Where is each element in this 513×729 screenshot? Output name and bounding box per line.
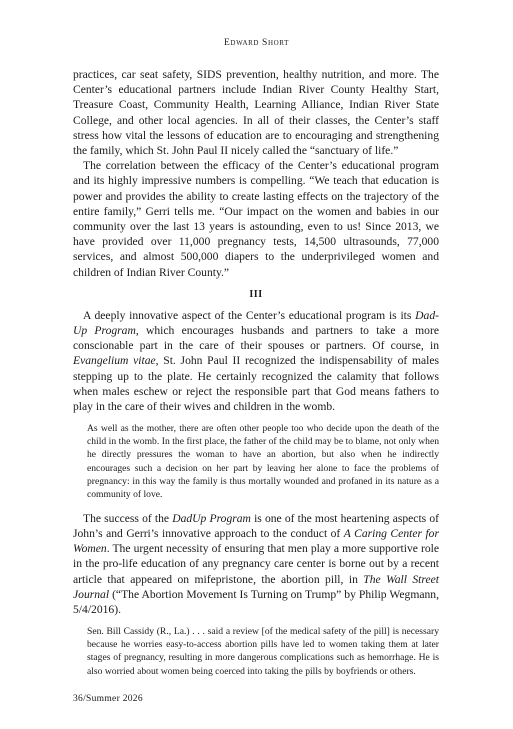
wall-street-journal-title: The Wall Street Journal: [73, 572, 439, 601]
caring-center-title: A Caring Center for Women: [73, 527, 439, 556]
dadup-program-title: DadUp Program: [172, 511, 251, 525]
evangelium-vitae-title: Evangelium vitae: [73, 354, 156, 368]
paragraph-3-text-2: , which encourages husbands and partners to take a more conscionable part in the care of their spouses or partners. Of course, in: [73, 324, 439, 353]
paragraph-3-text-1: A deeply innovative aspect of the Center’s educational program is its: [83, 308, 416, 322]
block-quote-1: As well as the mother, there are often other people too who decide upon the death of the child in the womb. In the first place, the father of the child may be to blame, not only when he directly pressures the woman to have an abortion, but also when he indirectly encourages such a decision on her part by leaving her alone to face the problems of pregnancy: in this way the family is thus mortally wounded and profaned in its nature as a community of love.: [87, 423, 439, 500]
running-head: Edward Short: [224, 38, 289, 48]
paragraph-4-text-4: (“The Abortion Movement Is Turning on Trump” by Philip Wegmann, 5/4/2016).: [73, 587, 439, 617]
article-body: [73, 67, 439, 688]
paragraph-4-text-3: . The urgent necessity of ensuring that men play a more supportive role in the pro-life education of any pregnancy care center is borne out by a recent article that appeared on mifepristone, the abortion pill, in: [73, 542, 439, 586]
paragraph-2: The correlation between the efficacy of the Center’s educational program and its highly impressive numbers is compelling. “We teach that education is power and provides the ability to create lasting effects on the trajectory of the entire family,” Gerri tells me. “Our impact on the women and babies in our community over the last 13 years is astounding, even to us! Since 2013, we have provided over 11,000 pregnancy tests, 14,500 ultrasounds, 77,000 services, and almost 500,000 diapers to the underprivileged women and children of Indian River County.”: [73, 159, 439, 279]
paragraph-4-text-1: The success of the: [83, 511, 173, 525]
paragraph-4-text-2: is one of the most heartening aspects of John’s and Gerri’s innovative approach to the conduct of: [73, 511, 439, 541]
paragraph-1: practices, car seat safety, SIDS prevention, healthy nutrition, and more. The Center’s educational partners include Indian River County Healthy Start, Treasure Coast, Community Health, Learning Alliance, Indian River State College, and other local agencies. In all of their classes, the Center’s staff stress how vital the lessons of education are to encouraging and strengthening the family, which St. John Paul II nicely called the “sanctuary of life.”: [73, 68, 439, 158]
block-quote-2: Sen. Bill Cassidy (R., La.) . . . said a review [of the medical safety of the pill] is necessary because he worries easy-to-access abortion pills have led to women taking them at later stages of pregnancy, resulting in more dangerous complications such as hemorrhage. He is also worried about women being coerced into taking the pills by boyfriends or others.: [87, 626, 439, 677]
paragraph-4: [73, 511, 439, 617]
paragraph-3-text-3: , St. John Paul II recognized the indispensability of males stepping up to the plate. He certainly recognized the calamity that follows when males eschew or reject the responsible part that God means fathers to play in the care of their wives and children in the womb.: [73, 354, 439, 414]
paragraph-3: [73, 308, 439, 414]
dad-up-program-title: Dad-Up Program: [73, 308, 439, 338]
page-folio: 36/Summer 2026: [73, 694, 143, 704]
section-marker: III: [249, 288, 263, 300]
